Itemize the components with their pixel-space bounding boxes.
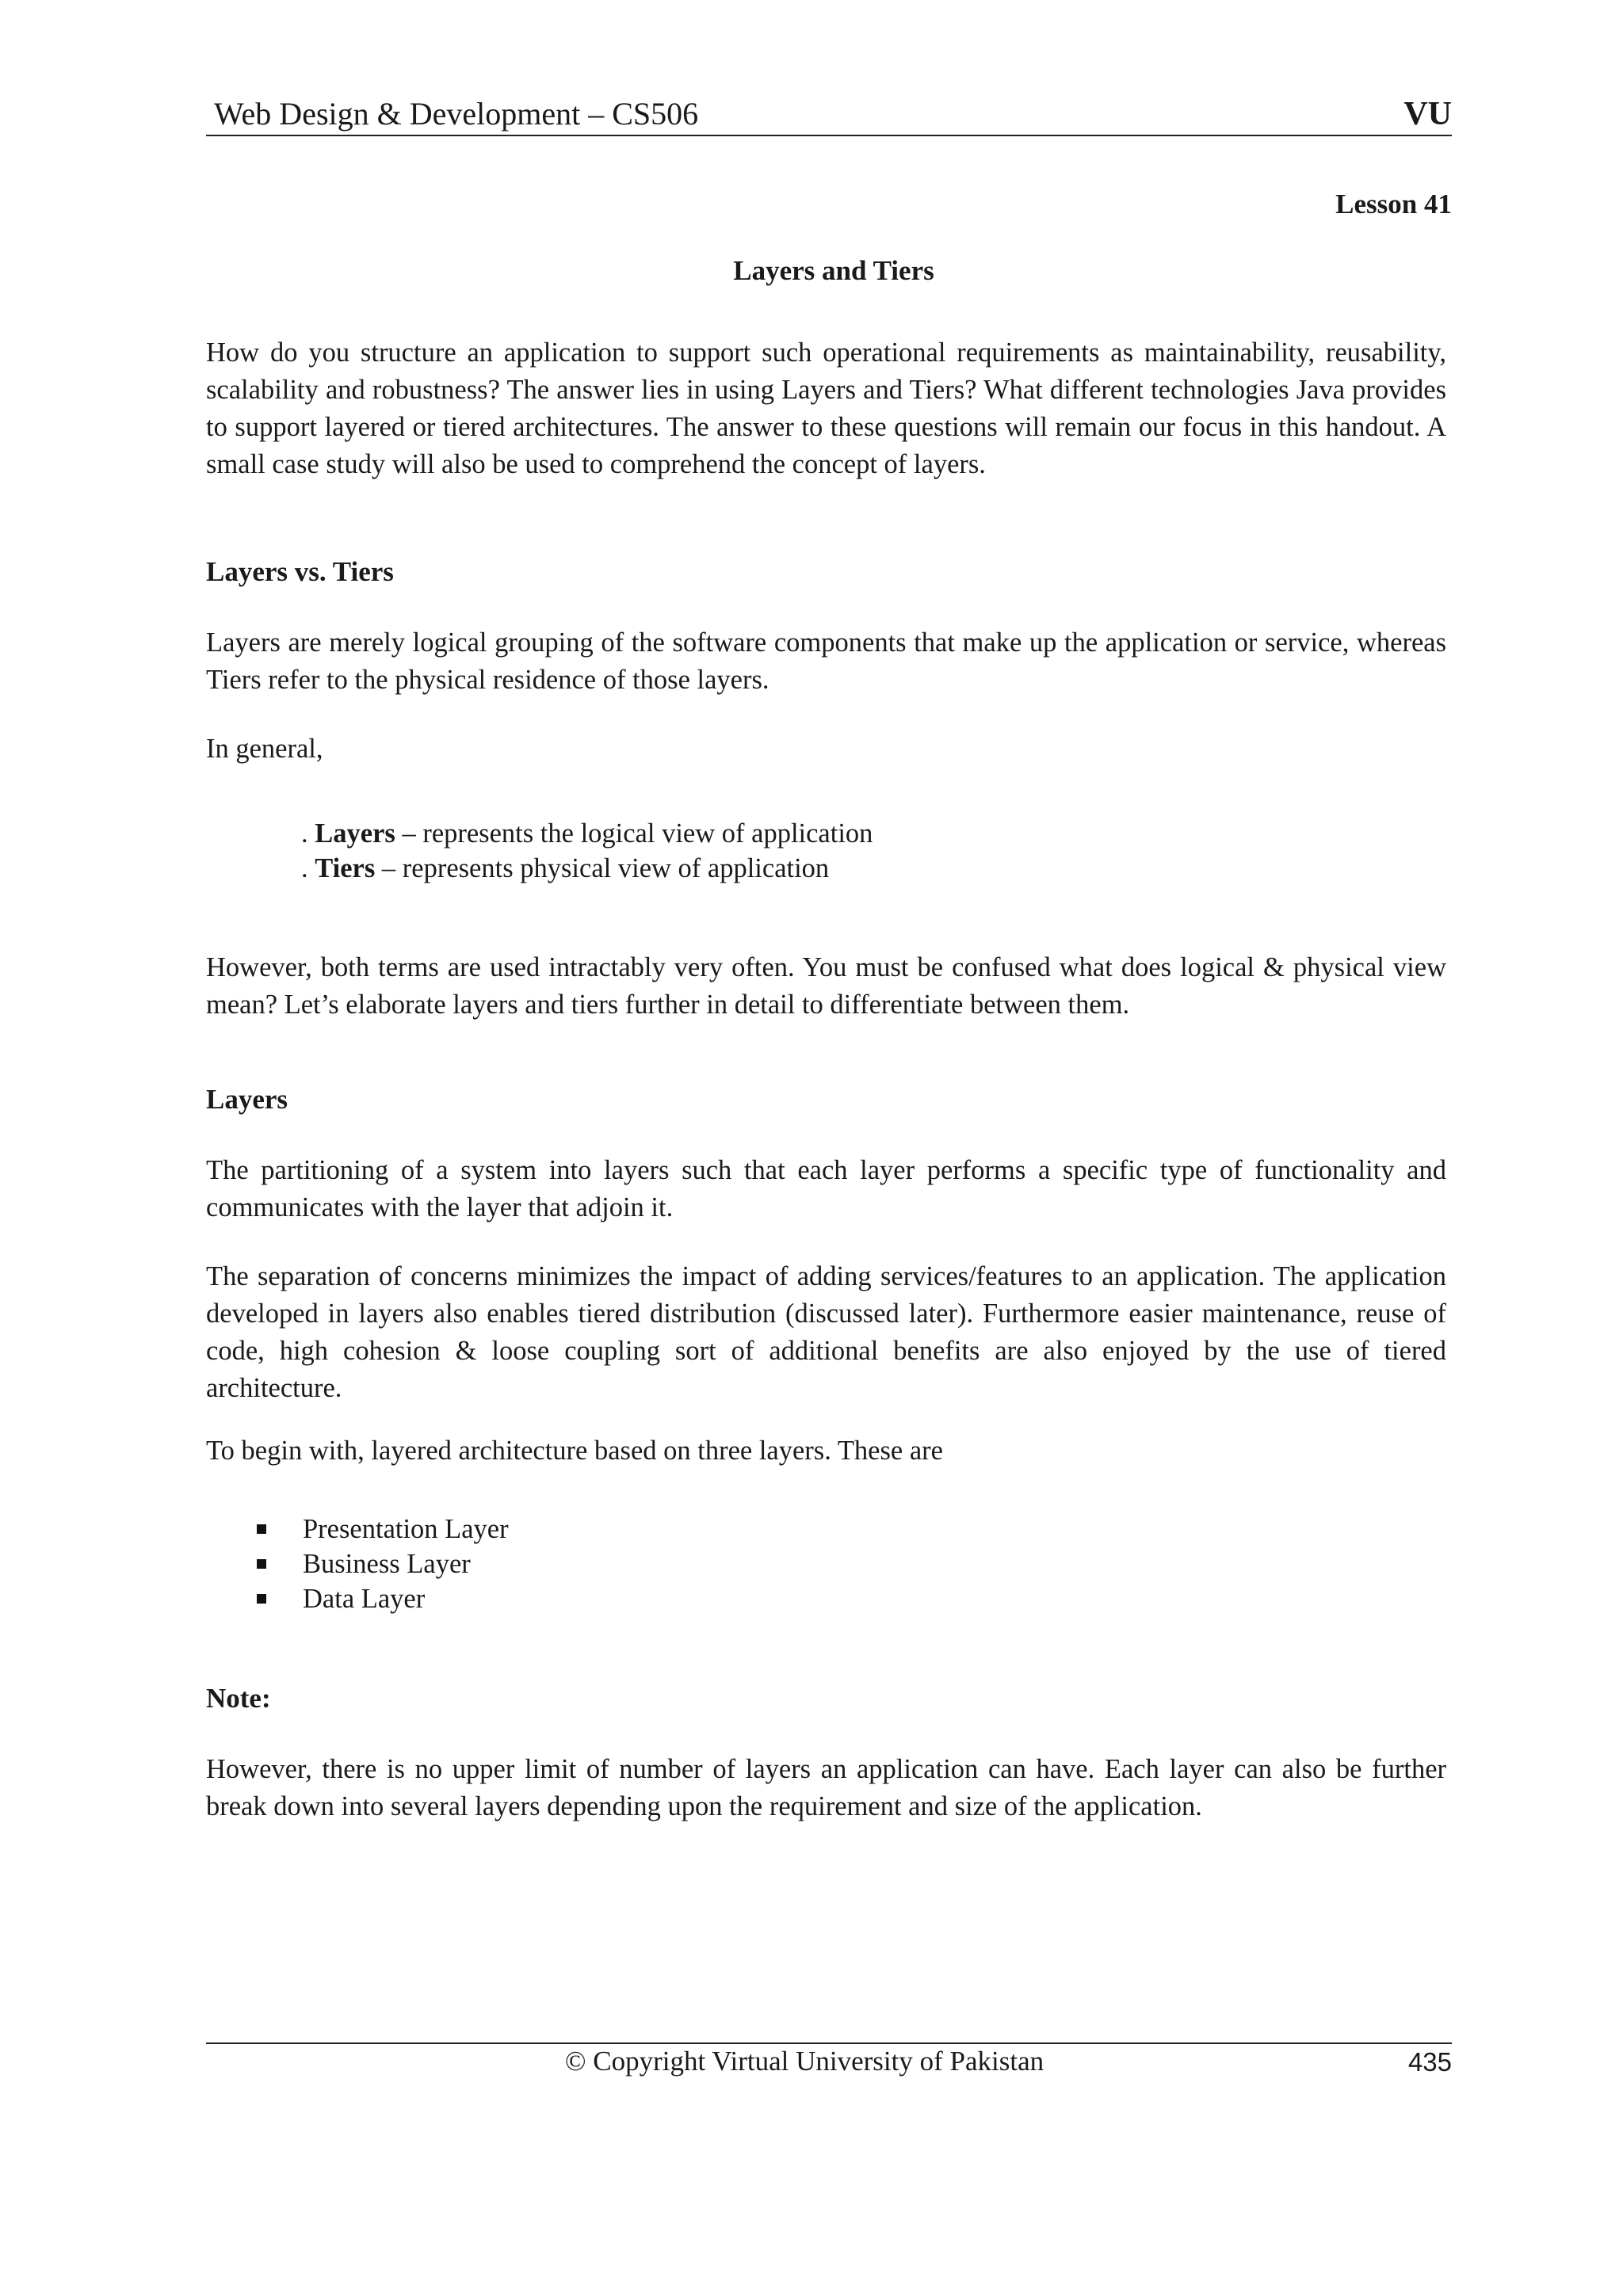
copyright-text: © Copyright Virtual University of Pakistan — [564, 2046, 1044, 2077]
footer-divider — [206, 2042, 1452, 2044]
begin-paragraph: To begin with, layered architecture based on three layers. These are — [206, 1436, 943, 1466]
lesson-label: Lesson 41 — [1335, 189, 1452, 219]
partitioning-paragraph: The partitioning of a system into layers such that each layer performs a specific type of functionality and communicates with the layer that adjoin it. — [206, 1155, 1446, 1222]
however-paragraph: However, both terms are used intractably very often. You must be confused what does logical & physical view mean? Let’s elaborate layers and tiers further in detail to differentiate between them. — [206, 952, 1446, 1020]
definition-tiers: . Tiers – represents physical view of application — [301, 853, 830, 883]
list-item: Business Layer — [254, 1547, 509, 1581]
intro-paragraph: How do you structure an application to support such operational requirements as maintainability, reusability, scalability and robustness? The answer lies in using Layers and Tiers? What different technologies Java provides to support layered or tiered architectures. The answer to these questions will remain our focus in this handout. A small case study will also be used to comprehend the concept of layers. — [206, 338, 1446, 479]
definition-term: Layers — [315, 818, 395, 849]
list-item: Presentation Layer — [254, 1512, 509, 1547]
bullet-square-icon — [257, 1524, 266, 1534]
separation-paragraph: The separation of concerns minimizes the impact of adding services/features to an application. The application developed in layers also enables tiered distribution (discussed later). Furthermore easier maintenance, reuse of code, high cohesion & loose coupling sort of additional benefits are also enjoyed by the use of tiered architecture. — [206, 1261, 1446, 1403]
note-paragraph: However, there is no upper limit of number of layers an application can have. Each layer can also be further break down into several layers depending upon the requirement and size of the application. — [206, 1754, 1446, 1821]
definition-layers: . Layers – represents the logical view of application — [301, 818, 873, 849]
bullet-square-icon — [257, 1594, 266, 1604]
course-title: Web Design & Development – CS506 — [214, 96, 699, 132]
heading-layers-vs-tiers: Layers vs. Tiers — [206, 556, 394, 587]
heading-layers: Layers — [206, 1084, 288, 1115]
page-header — [206, 93, 1452, 136]
in-general-text: In general, — [206, 734, 323, 764]
definition-term: Tiers — [315, 853, 376, 883]
list-item: Data Layer — [254, 1581, 509, 1616]
bullet-square-icon — [257, 1559, 266, 1569]
vu-logo: VU — [1403, 96, 1452, 132]
page-title: Layers and Tiers — [733, 255, 934, 286]
layers-vs-tiers-paragraph: Layers are merely logical grouping of the software components that make up the application or service, whereas Tiers refer to the physical residence of those layers. — [206, 627, 1446, 695]
layers-list — [254, 1512, 509, 1616]
page-number: 435 — [1407, 2047, 1452, 2077]
heading-note: Note: — [206, 1683, 271, 1714]
